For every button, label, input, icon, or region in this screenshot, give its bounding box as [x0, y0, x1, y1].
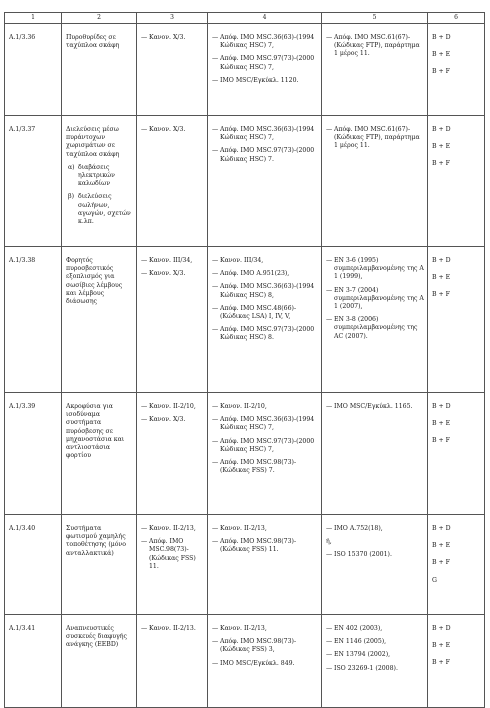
item-number: A.1/3.37 — [9, 126, 36, 133]
imo-reference-cell — [208, 24, 322, 116]
testing-standard-cell — [322, 515, 428, 615]
column-header: 2 — [62, 13, 137, 24]
assessment-modules-cell — [428, 515, 485, 615]
dash-marker: — — [326, 551, 333, 559]
standard-entry — [326, 651, 424, 659]
dash-marker: — — [141, 126, 148, 133]
imo-entry — [212, 625, 318, 633]
imo-entry — [212, 459, 318, 475]
table-row — [5, 515, 485, 615]
solas-regulation-cell — [137, 247, 208, 393]
item-description: Ακροφύσια για ισοδύναμα συστήματα πυρόσβεσης σε μηχανοστάσια και αντλιοστάσια φορτίου — [66, 403, 125, 460]
item-number: A.1/3.36 — [9, 34, 36, 41]
regulation-entry — [141, 270, 204, 278]
sub-item — [66, 164, 133, 189]
regulation-entry — [141, 538, 204, 571]
module-entry: B + D — [432, 525, 451, 532]
assessment-modules-cell — [428, 116, 485, 247]
imo-entry-text: Απόφ. IMO MSC.98(73)-(Κώδικας FSS) 3, — [220, 638, 297, 654]
imo-entry — [212, 34, 318, 50]
standard-entry — [326, 316, 424, 341]
module-entry: B + F — [432, 437, 450, 445]
dash-marker: — — [212, 403, 219, 410]
item-description: Συστήματα φωτισμού χαμηλής τοποθέτησης (μόνο ανταλλακτικά) — [66, 525, 127, 557]
standard-entry-text: Απόφ. IMO MSC.61(67)-(Κώδικας FTP), παράρτημα 1 μέρος 11. — [334, 34, 420, 58]
imo-reference-cell — [208, 615, 322, 708]
standard-connector: ή, — [326, 538, 332, 546]
description-cell — [62, 116, 137, 247]
module-entry: B + F — [432, 559, 450, 567]
dash-marker: — — [212, 659, 219, 667]
standard-entry-text: IMO MSC/Εγκύκλ. 1165. — [334, 403, 413, 410]
imo-entry — [212, 326, 318, 342]
dash-marker: — — [141, 525, 148, 532]
imo-entry — [212, 538, 318, 554]
dash-marker: — — [141, 416, 148, 424]
dash-marker: — — [212, 270, 219, 278]
dash-marker: — — [212, 257, 219, 264]
imo-entry-text: Απόφ. IMO A.951(23), — [220, 270, 290, 278]
dash-marker: — — [326, 625, 333, 632]
imo-entry-text: Απόφ. IMO MSC.36(63)-(1994 Κώδικας HSC) 7, — [220, 126, 315, 142]
item-number: A.1/3.40 — [9, 525, 36, 532]
module-entry: B + F — [432, 291, 450, 299]
imo-entry-text: Απόφ. IMO MSC.36(63)-(1994 Κώδικας HSC) 7, — [220, 416, 315, 432]
sub-item-label: α) — [68, 163, 75, 171]
item-number: A.1/3.39 — [9, 403, 36, 410]
testing-standard-cell — [322, 247, 428, 393]
standard-entry — [326, 525, 424, 533]
solas-regulation-cell — [137, 515, 208, 615]
table-row — [5, 615, 485, 708]
table-row — [5, 24, 485, 116]
dash-marker: — — [212, 126, 219, 133]
dash-marker: — — [141, 34, 148, 41]
imo-entry-text: Απόφ. IMO MSC.36(63)-(1994 Κώδικας HSC) 7, — [220, 34, 315, 50]
regulation-entry-text: Κανον. II-2/10, — [149, 403, 196, 410]
imo-entry-text: Κανον. II-2/13, — [220, 625, 267, 632]
description-cell — [62, 247, 137, 393]
imo-entry-text: Κανον. II-2/13, — [220, 525, 267, 532]
module-entry: B + D — [432, 126, 451, 133]
assessment-modules-cell — [428, 615, 485, 708]
standard-entry — [326, 126, 424, 151]
imo-entry-text: Απόφ. IMO MSC.97(73)-(2000 Κώδικας HSC) 7, — [220, 437, 315, 453]
imo-entry-text: Απόφ. IMO MSC.98(73)-(Κώδικας FSS) 11. — [220, 538, 297, 554]
imo-entry — [212, 257, 318, 265]
module-entry: B + D — [432, 625, 451, 632]
column-header: 3 — [137, 13, 208, 24]
standard-entry — [326, 551, 424, 559]
dash-marker: — — [141, 625, 148, 632]
regulation-entry-text: Κανον. X/3. — [149, 270, 186, 278]
imo-entry-text: Απόφ. IMO MSC.48(66)-(Κώδικας LSA) I, IV, V, — [220, 304, 297, 320]
imo-entry — [212, 283, 318, 299]
imo-entry — [212, 147, 318, 163]
item-description: Αναπνευστικές συσκευές διαφυγής ανάγκης (EEBD) — [66, 625, 127, 649]
dash-marker: — — [141, 257, 148, 264]
column-header: 1 — [5, 13, 62, 24]
dash-marker: — — [212, 437, 219, 445]
dash-marker: — — [326, 525, 333, 532]
imo-entry — [212, 525, 318, 533]
solas-regulation-cell — [137, 393, 208, 515]
imo-reference-cell — [208, 247, 322, 393]
dash-marker: — — [212, 55, 219, 63]
item-description: Διελεύσεις μέσω πυράντοχων χωρισμάτων σε ταχύπλοα σκάφη — [66, 126, 120, 158]
imo-entry — [212, 438, 318, 454]
standard-entry — [326, 257, 424, 282]
regulation-entry — [141, 525, 204, 533]
regulation-entry — [141, 403, 204, 411]
standard-entry-text: EN 3-8 (2006) συμπεριλαμβανομένης της AC (2007). — [334, 316, 418, 340]
module-entry: B + D — [432, 403, 451, 410]
item-number: A.1/3.41 — [9, 625, 36, 632]
testing-standard-cell — [322, 393, 428, 515]
regulation-entry-text: Κανον. II-2/13, — [149, 525, 196, 532]
regulation-entry — [141, 34, 204, 42]
table-body — [5, 24, 485, 708]
assessment-modules-cell — [428, 393, 485, 515]
imo-entry-text: Απόφ. IMO MSC.97(73)-(2000 Κώδικας HSC) 7, — [220, 55, 315, 71]
standard-entry — [326, 34, 424, 59]
testing-standard-cell — [322, 116, 428, 247]
dash-marker: — — [326, 664, 333, 672]
imo-entry-text: Απόφ. IMO MSC.98(73)-(Κώδικας FSS) 7. — [220, 458, 297, 475]
module-entry: B + E — [432, 51, 451, 59]
standard-entry — [326, 287, 424, 312]
regulation-entry — [141, 257, 204, 265]
sub-item-text: διελεύσεις σωλήνων, αγωγών, σχετών κ.λπ. — [78, 193, 131, 225]
imo-entry-text: Κανον. III/34, — [220, 257, 264, 264]
header-row — [5, 13, 485, 24]
imo-entry — [212, 77, 318, 85]
imo-reference-cell — [208, 116, 322, 247]
dash-marker: — — [141, 538, 148, 546]
imo-entry — [212, 416, 318, 432]
module-entry: B + F — [432, 68, 450, 76]
imo-entry-text: Απόφ. IMO MSC.36(63)-(1994 Κώδικας HSC) 8, — [220, 283, 315, 299]
dash-marker: — — [212, 416, 219, 424]
standard-entry-text: IMO A.752(18), — [334, 525, 383, 532]
regulation-entry-text: Κανον. II-2/13. — [149, 625, 196, 632]
solas-regulation-cell — [137, 615, 208, 708]
imo-entry — [212, 126, 318, 142]
module-entry: B + E — [432, 143, 451, 151]
imo-entry — [212, 55, 318, 71]
imo-reference-cell — [208, 393, 322, 515]
dash-marker: — — [326, 34, 333, 41]
module-entry: B + E — [432, 420, 451, 428]
dash-marker: — — [326, 651, 333, 659]
regulation-entry-text: Κανον. X/3. — [149, 126, 186, 133]
standard-entry-text: EN 13794 (2002), — [334, 651, 391, 659]
assessment-modules-cell — [428, 24, 485, 116]
standard-entry-text: EN 3-6 (1995) συμπεριλαμβανομένης της A 1 (1999), — [334, 257, 424, 281]
standard-entry — [326, 403, 424, 411]
standard-entry-text: Απόφ. IMO MSC.61(67)-(Κώδικας FTP), παράρτημα 1 μέρος 11. — [334, 126, 420, 150]
regulation-entry — [141, 126, 204, 134]
dash-marker: — — [212, 625, 219, 632]
imo-entry — [212, 660, 318, 668]
dash-marker: — — [212, 147, 219, 155]
item-description: Πυροθυρίδες σε ταχύπλοα σκάφη — [66, 34, 120, 50]
table-row — [5, 393, 485, 515]
imo-entry — [212, 638, 318, 654]
imo-reference-cell — [208, 515, 322, 615]
regulation-entry-text: Κανον. III/34, — [149, 257, 193, 264]
regulation-entry — [141, 625, 204, 633]
description-cell — [62, 515, 137, 615]
dash-marker: — — [212, 458, 219, 466]
dash-marker: — — [212, 283, 219, 291]
imo-entry-text: Κανον. II-2/10, — [220, 403, 267, 410]
dash-marker: — — [326, 316, 333, 324]
sub-item — [66, 193, 133, 226]
sub-item-text: διαβάσεις ηλεκτρικών καλωδίων — [78, 163, 115, 188]
imo-entry-text: IMO MSC/Εγκύκλ. 849. — [220, 659, 295, 667]
standard-entry-text: ISO 23269-1 (2008). — [334, 664, 398, 672]
testing-standard-cell — [322, 24, 428, 116]
standard-entry — [326, 638, 424, 646]
dash-marker: — — [326, 403, 333, 410]
module-entry: B + E — [432, 274, 451, 282]
column-header: 4 — [208, 13, 322, 24]
table-row — [5, 247, 485, 393]
module-entry: G — [432, 576, 437, 584]
sub-item-label: β) — [68, 193, 74, 201]
item-number-cell — [5, 24, 62, 116]
item-number-cell — [5, 615, 62, 708]
dash-marker: — — [212, 638, 219, 646]
imo-entry-text: Απόφ. IMO MSC.97(73)-(2000 Κώδικας HSC) 7. — [220, 147, 315, 163]
description-cell — [62, 393, 137, 515]
regulation-entry-text: Κανον. X/3. — [149, 416, 186, 424]
dash-marker: — — [326, 286, 333, 294]
item-number-cell — [5, 515, 62, 615]
table-row — [5, 116, 485, 247]
column-header: 5 — [322, 13, 428, 24]
module-entry: B + D — [432, 34, 451, 41]
dash-marker: — — [212, 304, 219, 312]
standard-entry — [326, 625, 424, 633]
assessment-modules-cell — [428, 247, 485, 393]
description-cell — [62, 615, 137, 708]
imo-entry — [212, 305, 318, 321]
module-entry: B + E — [432, 642, 451, 650]
item-description: Φορητός πυροσβεστικός εξοπλισμός για σωσίβιες λέμβους και λέμβους διάσωσης — [66, 257, 123, 305]
module-entry: B + F — [432, 659, 450, 667]
imo-entry — [212, 403, 318, 411]
description-cell — [62, 24, 137, 116]
imo-entry — [212, 270, 318, 278]
standard-entry-text: EN 402 (2003), — [334, 625, 383, 632]
imo-entry-text: Απόφ. IMO MSC.97(73)-(2000 Κώδικας HSC) 8. — [220, 326, 315, 342]
dash-marker: — — [326, 257, 333, 264]
solas-regulation-cell — [137, 24, 208, 116]
standard-entry — [326, 665, 424, 673]
regulation-entry-text: Απόφ. IMO MSC.98(73)-(Κώδικας FSS) 11. — [149, 538, 196, 570]
dash-marker: — — [212, 326, 219, 334]
standard-entry-text: EN 3-7 (2004) συμπεριλαμβανομένης της A 1 (2007), — [334, 286, 424, 310]
dash-marker: — — [141, 270, 148, 278]
imo-entry-text: IMO MSC/Εγκύκλ. 1120. — [220, 76, 299, 84]
dash-marker: — — [141, 403, 148, 410]
dash-marker: — — [212, 538, 219, 546]
dash-marker: — — [326, 638, 333, 646]
dash-marker: — — [326, 126, 333, 133]
regulation-entry-text: Κανον. X/3. — [149, 34, 186, 41]
standard-entry-text: ISO 15370 (2001). — [334, 551, 392, 559]
module-entry: B + E — [432, 542, 451, 550]
testing-standard-cell — [322, 615, 428, 708]
dash-marker: — — [212, 76, 219, 84]
module-entry: B + F — [432, 160, 450, 168]
dash-marker: — — [212, 525, 219, 532]
standard-entry-text: EN 1146 (2005), — [334, 638, 387, 646]
dash-marker: — — [212, 34, 219, 41]
item-number: A.1/3.38 — [9, 257, 36, 264]
regulation-entry — [141, 416, 204, 424]
item-number-cell — [5, 393, 62, 515]
column-header: 6 — [428, 13, 485, 24]
item-number-cell — [5, 116, 62, 247]
equipment-table — [4, 12, 485, 708]
solas-regulation-cell — [137, 116, 208, 247]
item-number-cell — [5, 247, 62, 393]
module-entry: B + D — [432, 257, 451, 264]
